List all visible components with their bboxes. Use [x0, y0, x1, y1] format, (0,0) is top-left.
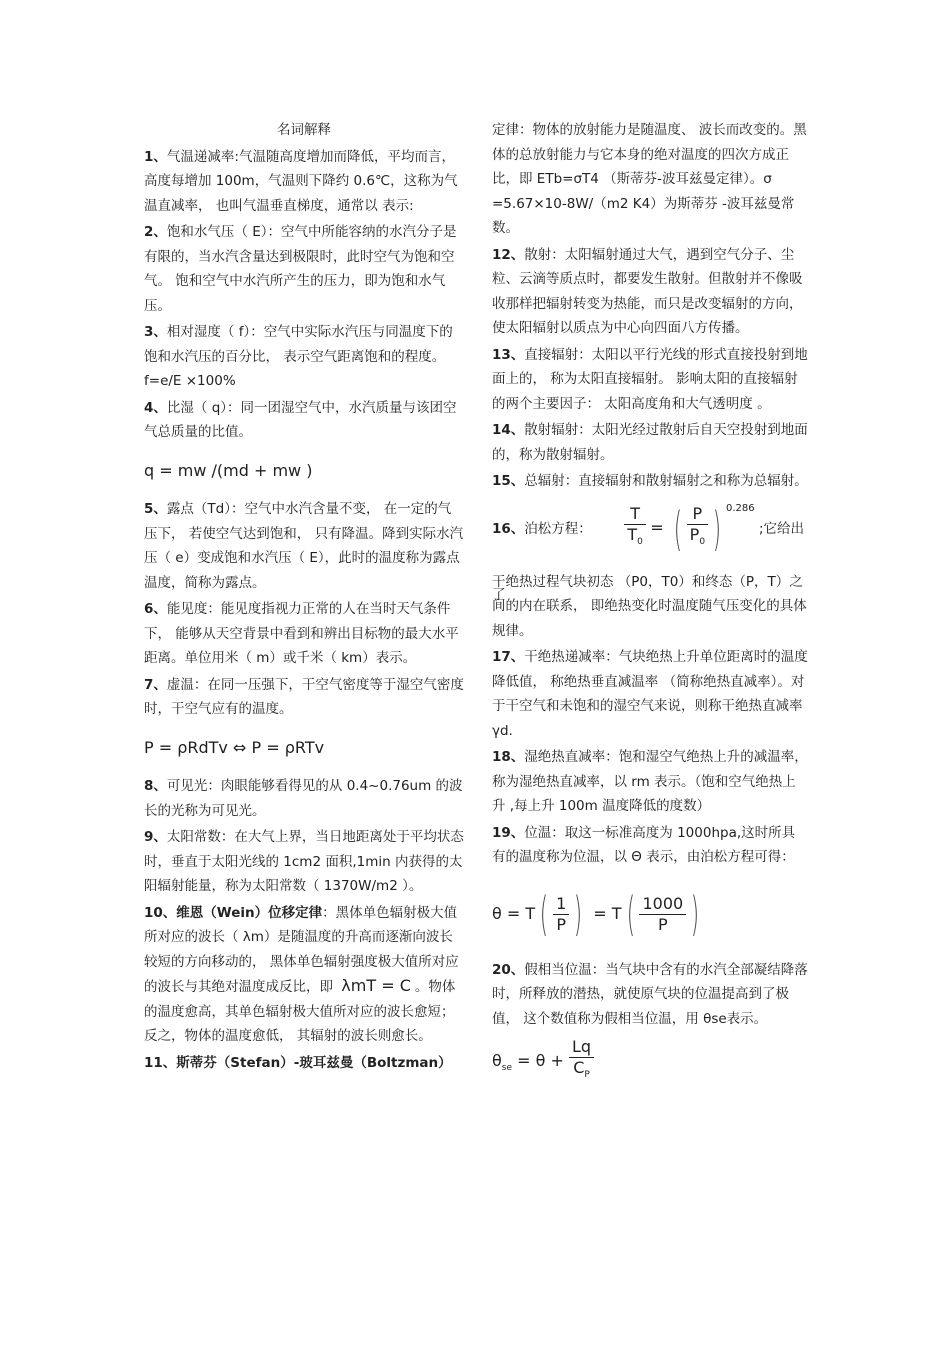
term-number: 15: [492, 473, 511, 489]
term-text: ：能见度指视力正常的人在当时天气条件下， 能够从天空背景中看到和辨出目标物的最大水平距离。单位用米（ m）或千米（ km）表示。: [144, 601, 459, 666]
term-2: 2、饱和水气压（ E）：空气中所能容纳的水汽分子是有限的，当水汽含量达到极限时，此时空气为饱和空气。 饱和空气中水汽所产生的压力，即为饱和水气压。: [144, 224, 457, 314]
term-3: 3、相对湿度（ f）：空气中实际水汽压与同温度下的饱和水汽压的百分比， 表示空气距离饱和的程度。 f=e/E ×100%: [144, 324, 453, 389]
term-14: 14、散射辐射：太阳光经过散射后自天空投射到地面的，称为散射辐射。: [492, 422, 808, 463]
term-name: 可见光: [166, 778, 208, 794]
term-text: ：空气中水汽含量不变， 在一定的气压下， 若使空气达到饱和， 只有降温。降到实际水汽压（ e）变成饱和水汽压（ E），此时的温度称为露点温度，简称为露点。: [144, 501, 464, 591]
term-number: 12: [492, 246, 511, 263]
term-number: 13: [492, 346, 511, 363]
term-text: ：取这一标准高度为 1000hpa,这时所具有的温度称为位温，以 Θ 表示，由泊松方程可得：: [492, 824, 796, 865]
term-text: ：气块绝热上升单位距离时的温度降低值， 称绝热垂直减温率 （简称绝热直减率）。对于干空气和未饱和的湿空气来说，则称干绝热直减率 γd.: [492, 649, 808, 739]
term-13: 13、直接辐射：太阳以平行光线的形式直接投射到地面上的， 称为太阳直接辐射。 影响太阳的直接辐射的两个主要因子： 太阳高度角和大气透明度 。: [492, 346, 808, 412]
term-number: 17: [492, 649, 511, 665]
term-number: 14: [492, 422, 511, 438]
right-column: [492, 118, 808, 1099]
term-number: 1: [144, 148, 154, 165]
term-number: 11: [144, 1054, 163, 1071]
term-name: 相对湿度（ f）: [166, 324, 251, 340]
term-number: 6: [144, 601, 154, 617]
term-text: ：太阳辐射通过大气，遇到空气分子、尘粒、云滴等质点时，都要发生散射。但散射并不像吸收那样把辐射转变为热能，而只是改变辐射的方向， 使太阳辐射以质点为中心向四面八方传播。: [492, 246, 803, 336]
term-19: 19、位温：取这一标准高度为 1000hpa,这时所具有的温度称为位温，以 Θ 表示，由泊松方程可得：: [492, 824, 796, 865]
term-name: 饱和水气压（ E）: [166, 224, 268, 240]
term-number: 18: [492, 749, 511, 765]
term-number: 5: [144, 501, 154, 517]
term-text: ：黑体单色辐射极大值所对应的波长（ λm）是随温度的升高而逐渐向波长较短的方向移动的， 黑体单色辐射强度极大值所对应的波长与其绝对温度成反比，即: [144, 904, 459, 995]
term-name: 直接辐射: [524, 346, 579, 363]
wien-formula: λmT = C: [341, 976, 411, 995]
term-11-continued: 定律：物体的放射能力是随温度、 波长而改变的。黑体的总放射能力与它本身的绝对温度的四次方成正比，即 ETb=σT4 （斯蒂芬-波耳兹曼定律）。σ =5.67×10-8W/（m2 K4）为斯蒂芬 -波耳兹曼常数。: [492, 122, 807, 236]
term-name: 总辐射: [524, 473, 565, 489]
term-6: 6、能见度：能见度指视力正常的人在当时天气条件下， 能够从天空背景中看到和辨出目标物的最大水平距离。单位用米（ m）或千米（ km）表示。: [144, 601, 459, 666]
term-name: 假相当位温: [524, 961, 592, 978]
term-name: 太阳常数: [166, 829, 221, 845]
term-text: ：同一团湿空气中，水汽质量与该团空气总质量的比值。: [144, 399, 457, 440]
term-name: 泊松方程: [524, 520, 579, 537]
term-text: ：饱和湿空气绝热上升的减温率，称为湿绝热直减率，以 rm 表示。（饱和空气绝热上升 ,每上升 100m 温度降低的度数）: [492, 749, 808, 814]
term-8: 8、可见光：肉眼能够看得见的从 0.4~0.76um 的波长的光称为可见光。: [144, 778, 463, 819]
term-lead: ：: [578, 520, 592, 537]
term-text: ：太阳以平行光线的形式直接投射到地面上的， 称为太阳直接辐射。 影响太阳的直接辐射的两个主要因子： 太阳高度角和大气透明度 。: [492, 346, 808, 412]
term-number: 20: [492, 961, 511, 978]
term-18: 18、湿绝热直减率：饱和湿空气绝热上升的减温率，称为湿绝热直减率，以 rm 表示。（饱和空气绝热上升 ,每上升 100m 温度降低的度数）: [492, 749, 808, 814]
poisson-lhs: $\frac{T}{T_0}$: [624, 504, 646, 552]
term-10: 10、维恩（Wein）位移定律：黑体单色辐射极大值所对应的波长（ λm）是随温度的升高而逐渐向波长较短的方向移动的， 黑体单色辐射强度极大值所对应的波长与其绝对温度成反比，即 λmT = C 。物体的温度愈高，其单色辐射极大值所对应的波长愈短；反之，物体的温度愈低， 其辐射的波长则愈长。: [144, 904, 459, 1044]
term-text-cont: 。物体的温度愈高，其单色辐射极大值所对应的波长愈短；反之，物体的温度愈低， 其辐射的波长则愈长。: [144, 979, 456, 1044]
term-number: 16: [492, 520, 511, 537]
virtual-temperature-formula: P = ρRdTv ⇔ P = ρRTv: [144, 737, 325, 757]
term-name: 气温递减率: [166, 148, 235, 165]
term-after: ;它给出了: [492, 520, 804, 603]
term-name: 比湿（ q）: [166, 399, 228, 416]
term-1: 1、气温递减率:气温随高度增加而降低，平均而言，高度每增加 100m，气温则下降约 0.6℃，这称为气温直减率， 也叫气温垂直梯度，通常以 表示:: [144, 148, 458, 214]
term-name: 散射: [524, 246, 552, 263]
term-12: 12、散射：太阳辐射通过大气，遇到空气分子、尘粒、云滴等质点时，都要发生散射。但散射并不像吸收那样把辐射转变为热能，而只是改变辐射的方向， 使太阳辐射以质点为中心向四面八方传播。: [492, 246, 803, 336]
term-text: :气温随高度增加而降低，平均而言，高度每增加 100m，气温则下降约 0.6℃，这称为气温直减率， 也叫气温垂直梯度，通常以 表示:: [144, 148, 458, 214]
specific-humidity-formula: q = mw /(md + mw ): [144, 460, 313, 480]
term-9: 9、太阳常数：在大气上界，当日地距离处于平均状态时，垂直于太阳光线的 1cm2 面积,1min 内获得的太阳辐射能量，称为太阳常数（ 1370W/m2 ）。: [144, 829, 464, 894]
term-text: ：在大气上界，当日地距离处于平均状态时，垂直于太阳光线的 1cm2 面积,1min 内获得的太阳辐射能量，称为太阳常数（ 1370W/m2 ）。: [144, 829, 464, 894]
term-5: 5、露点（Td）：空气中水汽含量不变， 在一定的气压下， 若使空气达到饱和， 只有降温。降到实际水汽压（ e）变成饱和水汽压（ E），此时的温度称为露点温度，简称为露点。: [144, 501, 464, 591]
left-column: [144, 118, 464, 1077]
term-name: 散射辐射: [524, 422, 579, 438]
term-11: 11、斯蒂芬（Stefan）-玻耳兹曼（Boltzman）: [144, 1054, 452, 1071]
term-text: ：肉眼能够看得见的从 0.4~0.76um 的波长的光称为可见光。: [144, 778, 463, 819]
term-number: 7: [144, 676, 154, 693]
term-text: ：太阳光经过散射后自天空投射到地面的，称为散射辐射。: [492, 422, 808, 463]
page-title: 名词解释: [277, 122, 331, 138]
term-20: 20、假相当位温：当气块中含有的水汽全部凝结降落时，所释放的潜热，就使原气块的位温提高到了极值， 这个数值称为假相当位温，用 θse表示。: [492, 961, 808, 1027]
term-name: 位温: [524, 824, 552, 841]
term-7: 7、虚温：在同一压强下，干空气密度等于湿空气密度时，干空气应有的温度。: [144, 676, 464, 717]
term-number: 10: [144, 904, 163, 921]
term-text: ：空气中所能容纳的水汽分子是有限的，当水汽含量达到极限时，此时空气为饱和空气。 饱和空气中水汽所产生的压力，即为饱和水气压。: [144, 224, 457, 314]
pseudo-equivalent-formula: $\theta_{se} = \theta$ + $\frac{Lq}{C_P}$: [492, 1037, 808, 1085]
term-text: ：在同一压强下，干空气密度等于湿空气密度时，干空气应有的温度。: [144, 676, 464, 717]
term-text: ：当气块中含有的水汽全部凝结降落时，所释放的潜热，就使原气块的位温提高到了极值， 这个数值称为假相当位温，用 θse表示。: [492, 961, 808, 1027]
term-number: 3: [144, 324, 154, 340]
term-name: 湿绝热直减率: [524, 749, 606, 765]
term-name: 维恩（Wein）位移定律: [176, 904, 323, 921]
term-number: 9: [144, 829, 154, 845]
term-text: ：直接辐射和散射辐射之和称为总辐射。: [564, 473, 808, 489]
term-17: 17、干绝热递减率：气块绝热上升单位距离时的温度降低值， 称绝热垂直减温率 （简称绝热直减率）。对于干空气和未饱和的湿空气来说，则称干绝热直减率 γd.: [492, 649, 808, 739]
term-name: 虚温: [166, 676, 194, 693]
term-number: 19: [492, 824, 511, 841]
term-name: 斯蒂芬（Stefan）-玻耳兹曼（Boltzman）: [176, 1054, 452, 1071]
term-number: 4: [144, 399, 154, 416]
potential-temperature-formula: θ = T ( $\frac{1}{P}$ ) = T ( $\frac{1000}{P}$ ): [492, 887, 700, 941]
term-text: ：空气中实际水汽压与同温度下的饱和水汽压的百分比， 表示空气距离饱和的程度。 f=e/E ×100%: [144, 324, 453, 389]
term-number: 2: [144, 224, 154, 240]
term-name: 露点（Td）: [166, 501, 231, 517]
term-16: 16、泊松方程： $\frac{T}{T_0}$ = ( $\frac{P}{P_0}$ ) $^{0.286}$ ;它给出了: [492, 501, 804, 603]
poisson-rhs: $\frac{P}{P_0}$: [687, 504, 708, 552]
term-name: 干绝热递减率: [524, 649, 606, 665]
term-15: 15、总辐射：直接辐射和散射辐射之和称为总辐射。: [492, 473, 808, 489]
term-name: 能见度: [166, 601, 208, 617]
poisson-exponent: 0.286: [726, 502, 755, 514]
term-16-text: 干绝热过程气块初态 （P0，T0）和终态（P，T）之间的内在联系， 即绝热变化时温度随气压变化的具体规律。: [492, 573, 807, 639]
term-4: 4、比湿（ q）：同一团湿空气中，水汽质量与该团空气总质量的比值。: [144, 399, 457, 440]
term-number: 8: [144, 778, 154, 794]
